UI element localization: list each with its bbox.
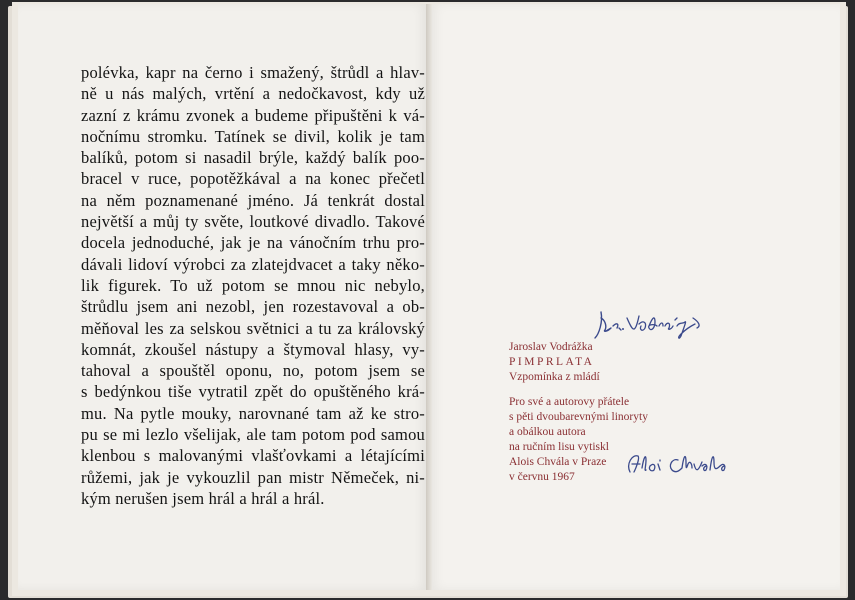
text-line: kým nerušen jsem hrál a hrál a hrál. bbox=[81, 488, 325, 508]
printer-signature bbox=[620, 450, 732, 478]
text-line: štrůdlu jsem ani nezobl, jen rozestavoval a ob- bbox=[81, 297, 425, 317]
text-line: bracel v ruce, popotěžkával a na konec přečetl bbox=[81, 169, 425, 189]
text-line: polévka, kapr na černo i smažený, štrůdl a hlav- bbox=[81, 63, 425, 82]
colophon-title: PIMPRLATA bbox=[509, 356, 595, 368]
text-line: pu se mi lezlo všelijak, ale tam potom pod samou bbox=[81, 425, 425, 445]
colophon-subtitle: Vzpomínka z mládí bbox=[509, 371, 600, 383]
colophon-line: s pěti dvoubarevnými linoryty bbox=[509, 411, 648, 423]
colophon-line: a obálkou autora bbox=[509, 426, 586, 438]
colophon-line: v červnu 1967 bbox=[509, 471, 575, 483]
text-line: tahoval a spouštěl oponu, no, potom jsem se bbox=[81, 361, 425, 381]
text-line: klenbou s malovanými vlašťovkami a létajícími bbox=[81, 446, 425, 466]
right-page bbox=[430, 4, 840, 590]
text-line: balíků, potom si nasadil brýle, každý balík poo- bbox=[81, 148, 425, 168]
colophon-line: na ručním lisu vytiskl bbox=[509, 441, 609, 453]
left-page-text bbox=[81, 62, 425, 509]
text-line: lik figurek. To už potom se mnou nic nebylo, bbox=[81, 275, 425, 295]
text-line: největší a můj ty světe, loutkové divadlo. Takové bbox=[81, 212, 425, 232]
author-signature-handwriting bbox=[593, 308, 713, 342]
colophon-line: Alois Chvála v Praze bbox=[509, 456, 607, 468]
text-line: s bedýnkou tiše vytratil zpět do opuštěného krá- bbox=[81, 382, 425, 402]
text-line: komnát, zkoušel nástupy a štymoval hlasy, vy- bbox=[81, 339, 425, 359]
text-line: nočnímu stromku. Tatínek se divil, kolik je tam bbox=[81, 126, 425, 146]
author-signature bbox=[593, 308, 713, 342]
text-line: měňoval les za selskou světnici a tu za královský bbox=[81, 318, 425, 338]
colophon-spacer bbox=[509, 385, 648, 395]
book-gutter bbox=[426, 4, 432, 590]
text-line: ně u nás malých, vrtění a nedočkavost, kdy už bbox=[81, 84, 425, 104]
printer-signature-handwriting bbox=[620, 450, 732, 478]
text-line: růžemi, jak je vykouzlil pan mistr Němeček, ni- bbox=[81, 467, 425, 487]
text-line: mu. Na pytle mouky, narovnané tam až ke stro- bbox=[81, 403, 425, 423]
text-line: zazní z krámu zvonek a budeme připuštěni k vá- bbox=[81, 105, 425, 125]
text-line: docela jednoduché, jak je na vánočním trhu pro- bbox=[81, 233, 425, 253]
text-line: dávali lidoví výrobci za zlatejdvacet a taky něko- bbox=[81, 254, 425, 274]
text-line: na něm poznamenané jméno. Já tenkrát dostal bbox=[81, 190, 425, 210]
colophon-author: Jaroslav Vodrážka bbox=[509, 341, 593, 353]
colophon-line: Pro své a autorovy přátele bbox=[509, 396, 630, 408]
